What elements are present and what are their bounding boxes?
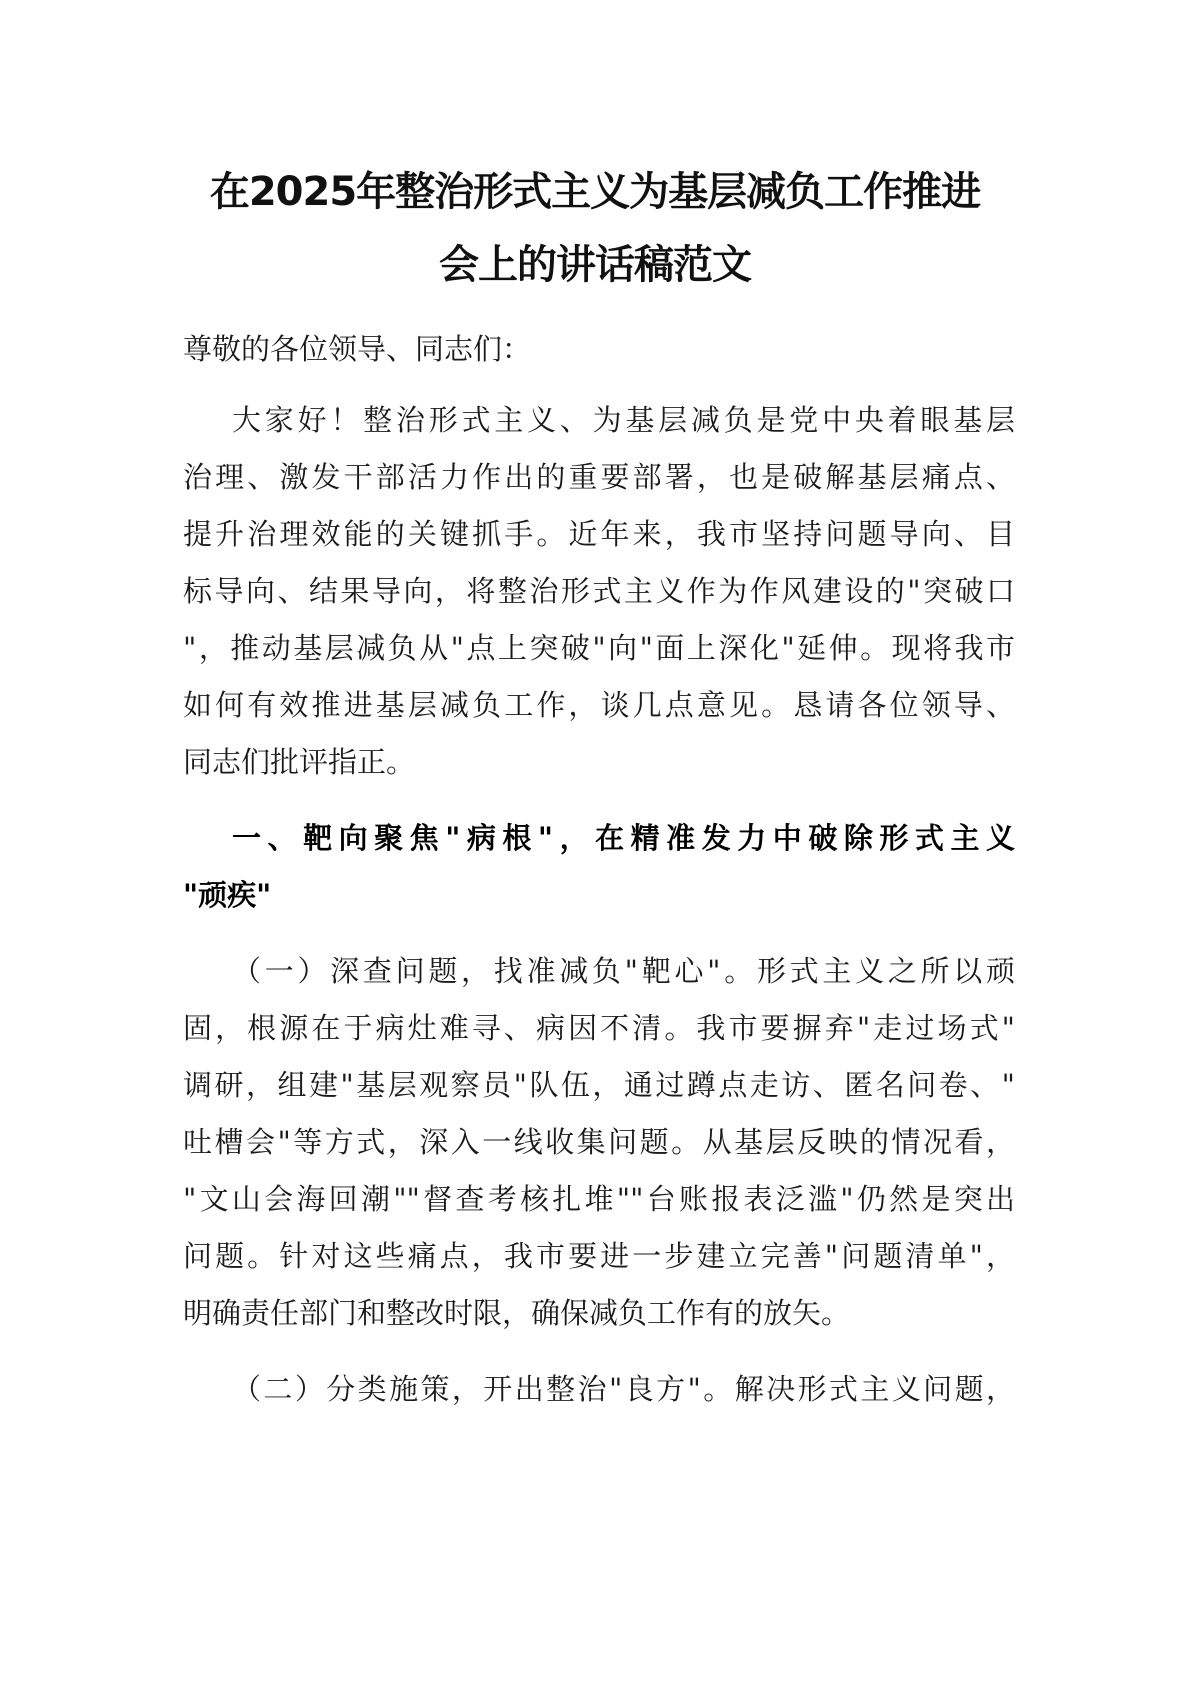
section-heading-line: "顽疾" bbox=[183, 878, 272, 912]
paragraph-line: 大家好！整治形式主义、为基层减负是党中央着眼基层 bbox=[232, 403, 1015, 437]
salutation: 尊敬的各位领导、同志们： bbox=[183, 332, 532, 366]
paragraph-line: 吐槽会"等方式，深入一线收集问题。从基层反映的情况看， bbox=[183, 1125, 1015, 1159]
document-title-line-2: 会上的讲话稿范文 bbox=[439, 242, 751, 288]
document-title-line-1: 在2025年整治形式主义为基层减负工作推进 bbox=[209, 169, 981, 215]
paragraph-line: 如何有效推进基层减负工作，谈几点意见。恳请各位领导、 bbox=[183, 688, 1015, 722]
paragraph-line: （二）分类施策，开出整治"良方"。解决形式主义问题， bbox=[232, 1372, 1015, 1406]
section-heading-line: 一、靶向聚焦"病根"，在精准发力中破除形式主义 bbox=[232, 821, 1015, 855]
paragraph-line: 提升治理效能的关键抓手。近年来，我市坚持问题导向、目 bbox=[183, 517, 1015, 551]
paragraph-line: 明确责任部门和整改时限，确保减负工作有的放矢。 bbox=[183, 1296, 851, 1330]
paragraph-line: 治理、激发干部活力作出的重要部署，也是破解基层痛点、 bbox=[183, 460, 1015, 494]
paragraph-line: 固，根源在于病灶难寻、病因不清。我市要摒弃"走过场式" bbox=[183, 1011, 1015, 1045]
paragraph-line: 标导向、结果导向，将整治形式主义作为作风建设的"突破口 bbox=[183, 574, 1015, 608]
paragraph-line: （一）深查问题，找准减负"靶心"。形式主义之所以顽 bbox=[232, 954, 1015, 988]
paragraph-line: 问题。针对这些痛点，我市要进一步建立完善"问题清单"， bbox=[183, 1239, 1015, 1273]
paragraph-line: 调研，组建"基层观察员"队伍，通过蹲点走访、匿名问卷、" bbox=[183, 1068, 1015, 1102]
paragraph-line: "文山会海回潮""督查考核扎堆""台账报表泛滥"仍然是突出 bbox=[183, 1182, 1015, 1216]
paragraph-line: "，推动基层减负从"点上突破"向"面上深化"延伸。现将我市 bbox=[183, 631, 1015, 665]
paragraph-line: 同志们批评指正。 bbox=[183, 745, 416, 779]
